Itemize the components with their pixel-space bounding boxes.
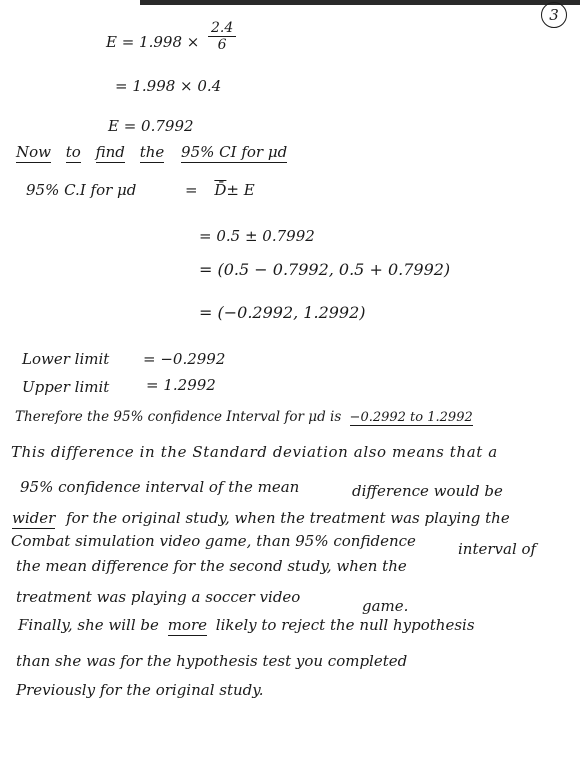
ci-step-2: = (0.5 − 0.7992, 0.5 + 0.7992): [199, 260, 451, 279]
paragraph-line-7a: Finally, she will be: [18, 616, 159, 634]
paragraph-line-3: [12, 509, 510, 527]
heading-now: Now: [16, 143, 51, 161]
paragraph-line-1: This difference in the Standard deviation also means that a: [11, 443, 498, 461]
paragraph-line-6a: treatment was playing a soccer video: [16, 588, 301, 606]
conclusion-text: Therefore the 95% confidence Interval for μd is: [15, 409, 342, 425]
e-result: E = 0.7992: [108, 117, 194, 135]
wider-underlined: wider: [12, 509, 56, 527]
paragraph-line-7b: likely to reject the null hypothesis: [215, 616, 475, 634]
paragraph-line-4a: Combat simulation video game, than 95% confidence: [11, 532, 416, 550]
lower-limit-label: Lower limit: [22, 350, 110, 368]
paragraph-line-2b: difference would be: [352, 482, 503, 500]
upper-limit-value: = 1.2992: [146, 376, 216, 394]
ci-step-1: = 0.5 ± 0.7992: [199, 227, 315, 245]
paragraph-line-7: [18, 616, 475, 634]
paragraph-line-9: Previously for the original study.: [16, 681, 264, 699]
paragraph-line-2a: 95% confidence interval of the mean: [20, 478, 300, 496]
e-fraction-denominator: 6: [217, 37, 227, 53]
ci-formula-dbar: D̄: [214, 181, 227, 199]
conclusion-value: −0.2992 to 1.2992: [349, 410, 473, 425]
e-fraction-numerator: 2.4: [208, 20, 236, 37]
ci-formula: [185, 181, 255, 199]
top-edge-bar: [140, 0, 580, 5]
e-formula-lhs: E = 1.998 ×: [106, 33, 200, 51]
ci-formula-rest: ± E: [226, 181, 255, 199]
page-number-badge: 3: [541, 2, 567, 28]
heading-ci: 95% CI for μd: [181, 143, 288, 161]
paragraph-line-5: the mean difference for the second study, when the: [16, 557, 407, 575]
more-underlined: more: [167, 616, 207, 634]
paragraph-line-8: than she was for the hypothesis test you completed: [16, 652, 408, 670]
heading-find: find: [95, 143, 125, 161]
e-fraction: [208, 20, 236, 53]
heading-to: to: [65, 143, 81, 161]
e-step-2: = 1.998 × 0.4: [115, 77, 222, 95]
paragraph-line-3-rest: for the original study, when the treatment was playing the: [66, 509, 510, 527]
upper-limit-label: Upper limit: [22, 378, 110, 396]
ci-label: 95% C.I for μd: [26, 181, 137, 199]
ci-step-3: = (−0.2992, 1.2992): [199, 303, 366, 322]
ci-formula-eq: =: [185, 181, 198, 199]
ci-heading: [16, 143, 287, 161]
lower-limit-value: = −0.2992: [143, 350, 226, 368]
paragraph-line-6b: game.: [362, 597, 409, 615]
heading-the: the: [139, 143, 165, 161]
paragraph-line-4b: interval of: [458, 540, 537, 558]
conclusion-line: [15, 408, 473, 427]
